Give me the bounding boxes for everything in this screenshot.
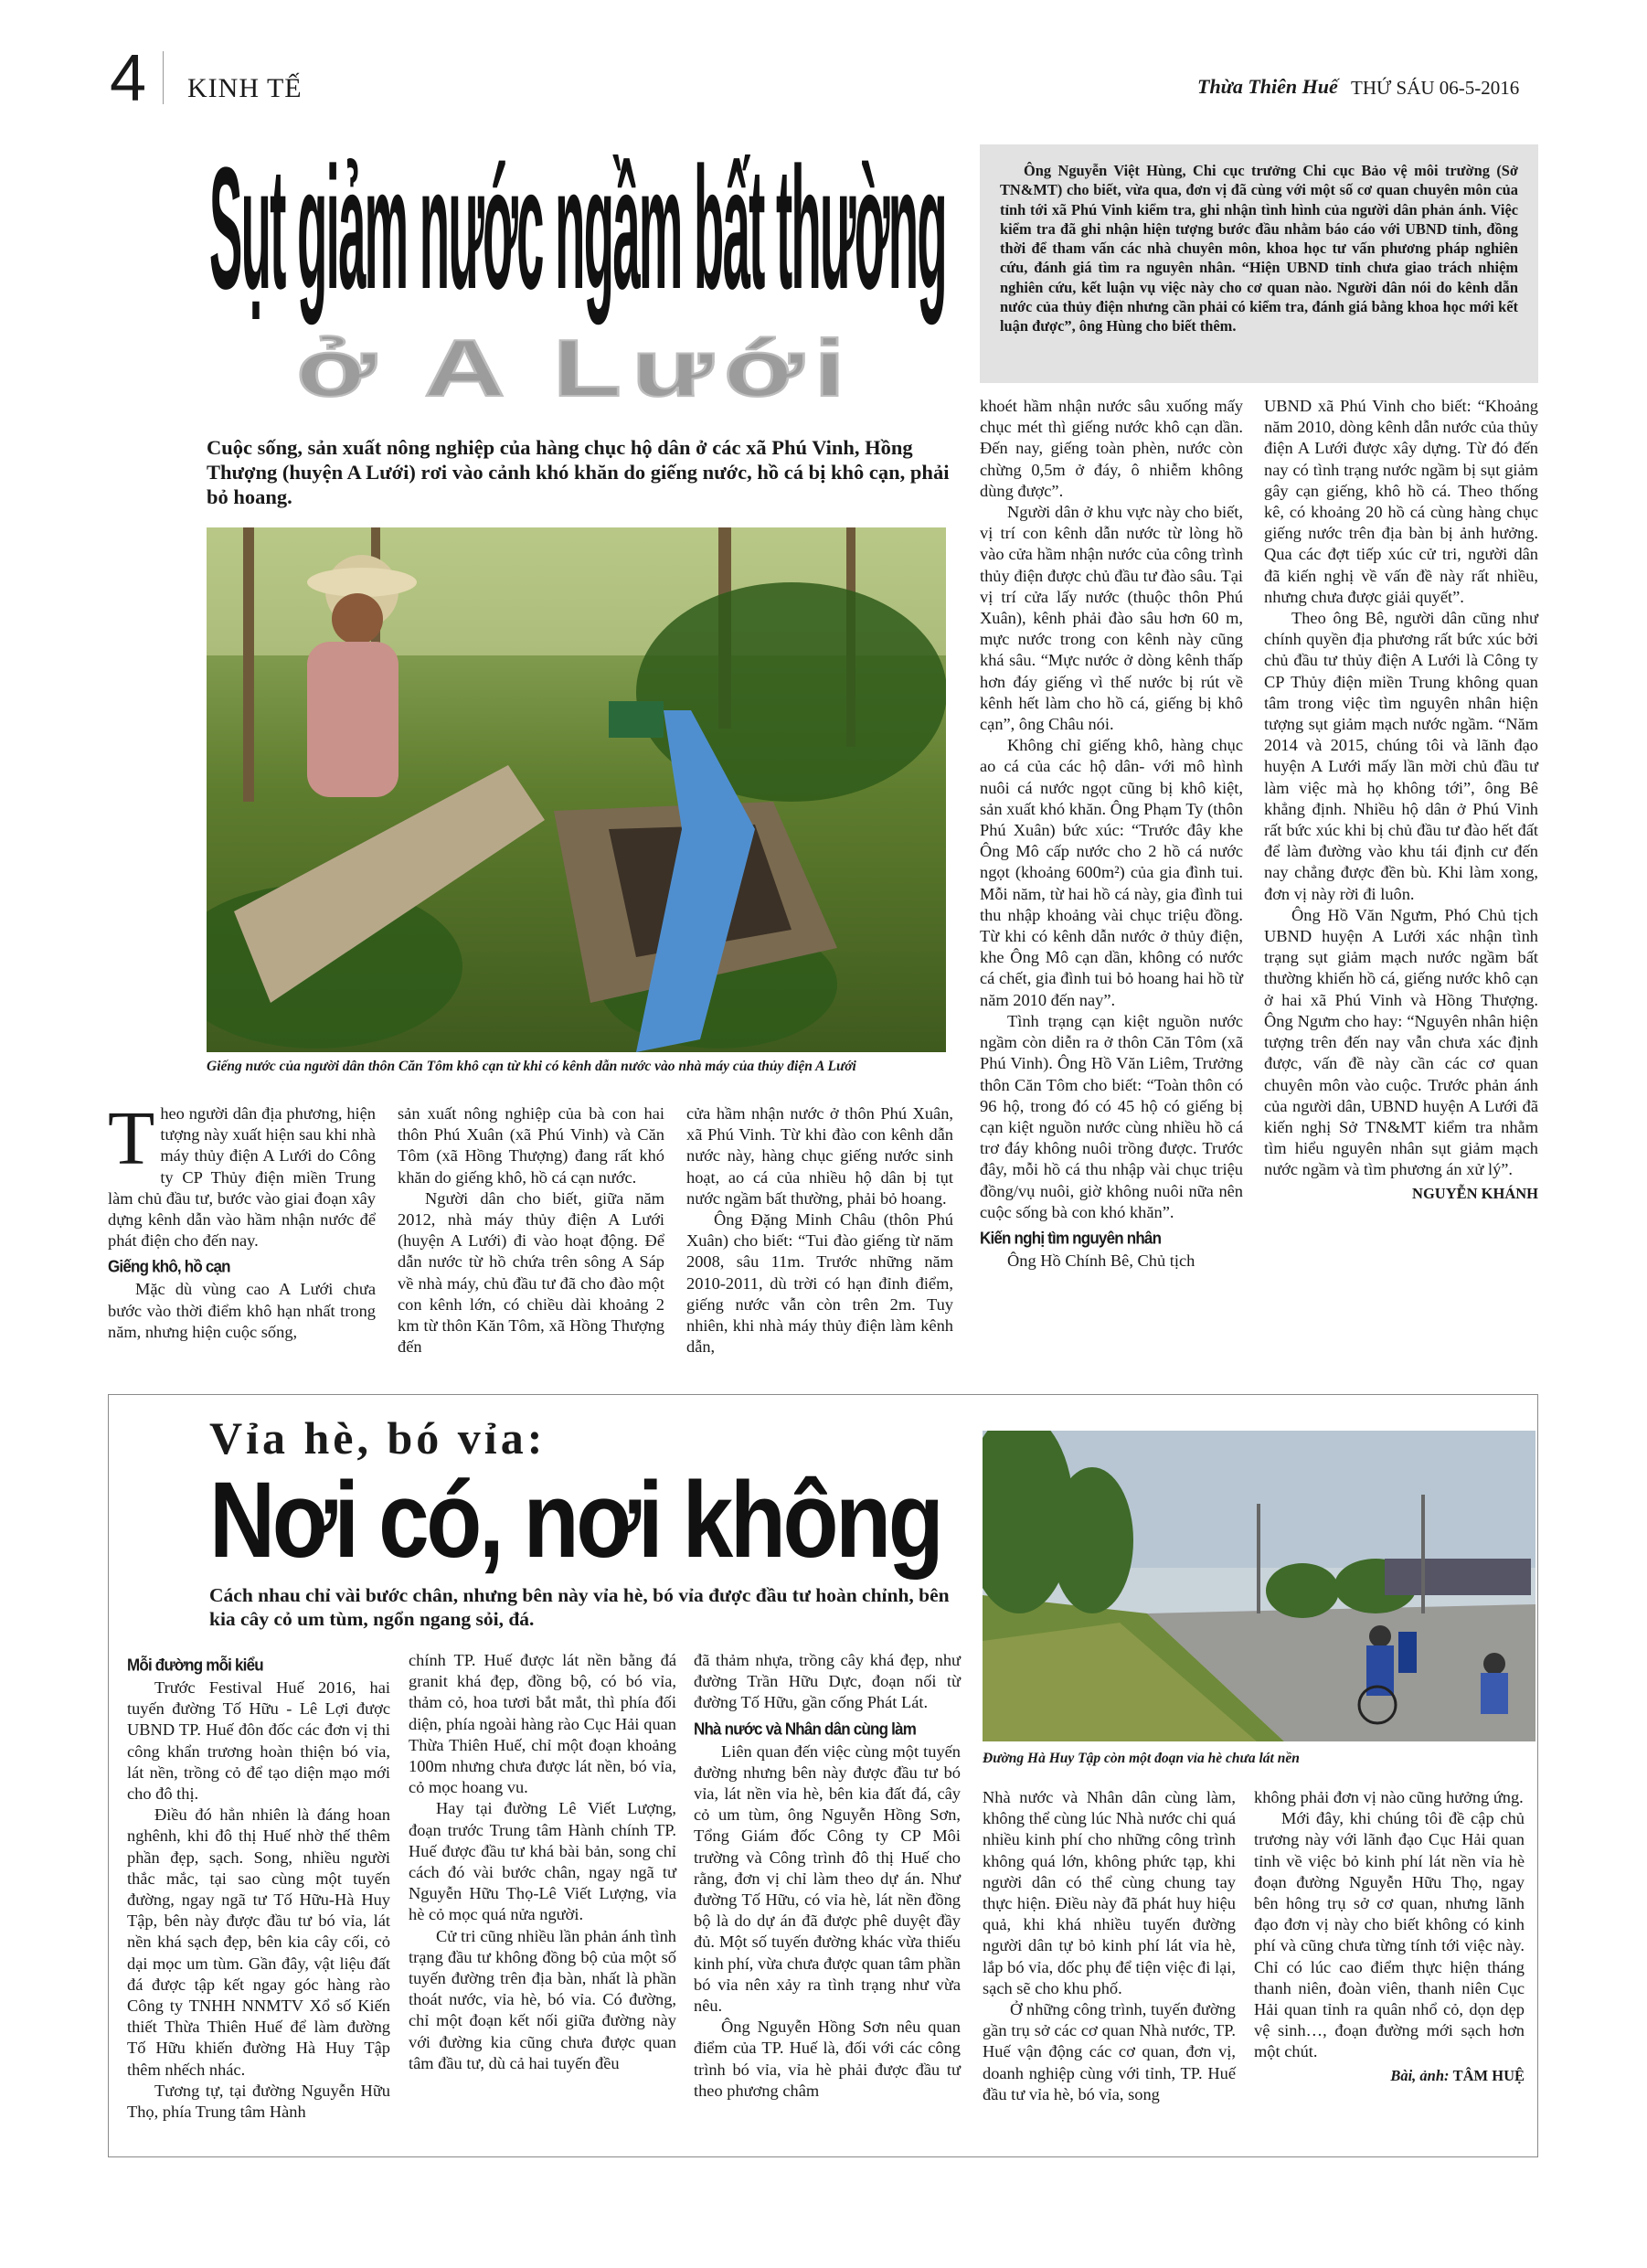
paragraph: Liên quan đến việc cùng một tuyến đường nhưng bên này được đầu tư bó vỉa, lát nền vỉa hè, bên kia đất đá, cây cỏ um tùm, ông Nguyễn Hồng Sơn, Tổng Giám đốc Công ty CP Môi trường và Công trình đô thị Huế cho rằng, đơn vị chỉ làm theo dự án. Như đường Tố Hữu, có vỉa hè, lát nền đồng bộ là do dự án đã được phê duyệt đầy đủ. Một số tuyến đường khác vừa thiếu kinh phí, vừa chưa được quan tâm phần bó vỉa nên xảy ra tình trạng như vừa nêu. xyxy=(694,1741,961,2016)
article2-photo-caption: Đường Hà Huy Tập còn một đoạn vỉa hè chưa lát nền xyxy=(983,1751,1300,1766)
article2-column-5 xyxy=(1254,1787,1525,2086)
paragraph: Ông Hồ Chính Bê, Chủ tịch xyxy=(1007,1251,1195,1270)
article2-column-2 xyxy=(409,1650,676,2074)
paragraph: UBND xã Phú Vinh cho biết: “Khoảng năm 2010, dòng kênh dẫn nước của thủy điện A Lưới được xây dựng. Từ đó đến nay có tình trạng nước ngầm bị sụt giảm gây cạn giếng, khô hồ cá. Theo thống kê, có khoảng 20 hồ cá cùng hàng chục giếng nước trên địa bàn bị ảnh hưởng. Qua các đợt tiếp xúc cử tri, người dân đã kiến nghị về vấn đề này rất nhiều, nhưng chưa được giải quyết”. xyxy=(1264,397,1538,606)
subheading: Mỗi đường mỗi kiểu xyxy=(127,1656,263,1675)
header-divider xyxy=(163,51,164,104)
paragraph: Người dân ở khu vực này cho biết, vị trí con kênh dẫn nước từ lòng hồ vào cửa hầm nhận nước của công trình thủy điện được chủ đầu tư đào sâu. Tại vị trí cửa lấy nước (thuộc thôn Phú Xuân), kênh phải đào sâu hơn 60 m, mực nước trong con kênh này cũng khá sâu. “Mực nước ở dòng kênh thấp hơn đáy giếng vì thế nước bị rút về kênh hết làm cho hồ cá, giếng bị khô cạn”, ông Châu nói. xyxy=(980,503,1243,734)
byline-name: TÂM HUỆ xyxy=(1452,2066,1525,2084)
article1-headline-line2 xyxy=(296,323,855,413)
article1-headline xyxy=(209,132,946,325)
article2-headline xyxy=(209,1460,941,1581)
paragraph: khoét hầm nhận nước sâu xuống mấy chục mét thì giếng nước khô cạn dần. Đến nay, giếng toàn phèn, nước còn chừng 0,5m ở đáy, ô nhiễm không dùng được”. xyxy=(980,397,1243,500)
article2-column-3 xyxy=(694,1650,961,2102)
paragraph: Ông Nguyễn Hồng Sơn nêu quan điểm của TP. Huế là, đối với các công trình bó vỉa, vỉa hè phải được đầu tư theo phương châm xyxy=(694,2018,961,2100)
paragraph: Không chỉ giếng khô, hàng chục ao cá của các hộ dân- với mô hình nuôi cá nước ngọt cũng bị khô kiệt, sản xuất khó khăn. Ông Phạm Ty (thôn Phú Xuân) bức xúc: “Trước đây khe Ông Mô cấp nước cho 2 hồ cá nước ngọt (khoảng 600m²) của gia đình tui. Mỗi năm, từ hai hồ cá này, gia đình tui thu nhập khoảng vài chục triệu đồng. Từ khi có kênh dẫn nước ở thủy điện, khe Ông Mô cạn dần, không có nước cá chết, gia đình tui bỏ hoang hai hồ từ năm 2010 đến nay”. xyxy=(980,736,1243,1009)
paragraph: đã thảm nhựa, trồng cây khá đẹp, như đường Trần Hữu Dực, đoạn nối từ đường Tố Hữu, gần cống Phát Lát. xyxy=(694,1651,961,1712)
article1-column-1 xyxy=(108,1096,376,1343)
paragraph: chính TP. Huế được lát nền bằng đá granit khá đẹp, đồng bộ, có bó vỉa, thảm cỏ, hoa tươi bắt mắt, thì phía đối diện, phía ngoài hàng rào Cục Hải quan Thừa Thiên Huế, chỉ một đoạn khoảng 100m nhưng chưa được lát nền, bó vỉa, cỏ mọc hoang vu. xyxy=(409,1651,676,1797)
article2-kicker: Vỉa hè, bó vỉa: xyxy=(209,1412,547,1464)
author-byline xyxy=(1254,2065,1525,2086)
subheading: Kiến nghị tìm nguyên nhân xyxy=(980,1228,1162,1248)
newspaper-name: Thừa Thiên Huế xyxy=(1197,75,1338,98)
paragraph: Mặc dù vùng cao A Lưới chưa bước vào thời điểm khô hạn nhất trong năm, nhưng hiện cuộc sống, xyxy=(108,1280,376,1341)
headline-text: Nơi có, nơi không xyxy=(209,1460,941,1581)
article2-column-4 xyxy=(983,1787,1236,2105)
article1-photo-caption: Giếng nước của người dân thôn Căn Tôm khô cạn từ khi có kênh dẫn nước vào nhà máy của thủy điện A Lưới xyxy=(207,1059,856,1074)
byline-prefix: Bài, ảnh: xyxy=(1390,2066,1453,2084)
paragraph: Trước Festival Huế 2016, hai tuyến đường Tố Hữu - Lê Lợi được UBND TP. Huế đôn đốc các đơn vị thi công khẩn trương hoàn thiện bó vỉa, lát nền, trồng cỏ để tạo diện mạo mới cho đô thị. xyxy=(127,1678,390,1804)
paragraph: Ở những công trình, tuyến đường gần trụ sở các cơ quan Nhà nước, TP. Huế vận động các cơ quan, đơn vị, doanh nghiệp cùng với tỉnh, TP. Huế đầu tư vỉa hè, bó vỉa, song xyxy=(983,2000,1236,2103)
paragraph: Nhà nước và Nhân dân cùng làm, không thể cùng lúc Nhà nước chi quá nhiều kinh phí cho những công trình không quá lớn, không phức tạp, khi người dân có thể cùng chung tay thực hiện. Điều này đã phát huy hiệu quả, khi khá nhiều tuyến đường người dân tự bỏ kinh phí lát vỉa hè, lắp bó vỉa, dốc phụ để tiện việc đi lại, sạch sẽ cho khu phố. xyxy=(983,1788,1236,1997)
issue-date: THỨ SÁU 06-5-2016 xyxy=(1351,77,1520,99)
paragraph: Ông Hồ Văn Ngưm, Phó Chủ tịch UBND huyện A Lưới xác nhận tình trạng sụt giảm mạch nước ngầm bất thường khiến hồ cá, giếng nước khô cạn ở hai xã Phú Vinh và Hồng Thượng. Ông Ngưm cho hay: “Nguyên nhân hiện tượng trên đến nay vẫn chưa xác định được, vấn đề này cần các cơ quan chuyên môn vào cuộc. Trước phản ánh của người dân, UBND huyện A Lưới đã kiến nghị Sở TN&MT kiểm tra nhằm tìm hiểu nguyên nhân sụt giảm mạch nước ngầm và tìm phương án xử lý”. xyxy=(1264,905,1538,1179)
paragraph: cửa hầm nhận nước ở thôn Phú Xuân, xã Phú Vinh. Từ khi đào con kênh dẫn nước này, hàng chục giếng nước sinh hoạt, ao cá của nhiều hộ dân bị tụt nước ngầm bất thường, phải bỏ hoang. xyxy=(686,1104,953,1208)
paragraph: không phải đơn vị nào cũng hưởng ứng. xyxy=(1254,1788,1524,1806)
article1-column-2 xyxy=(398,1103,664,1358)
article2-column-1 xyxy=(127,1650,390,2123)
sidebar-text: Ông Nguyễn Việt Hùng, Chi cục trưởng Chi cục Bảo vệ môi trường (Sở TN&MT) cho biết, vừa qua, đơn vị đã cùng với một số cơ quan chuyên môn của tỉnh tới xã Phú Vinh kiểm tra, ghi nhận tình hình của người dân phản ánh. Việc kiểm tra đã ghi nhận hiện tượng bước đầu nhằm báo cáo với UBND tỉnh, đồng thời để tham vấn các nhà chuyên môn, khoa học tư vấn phương pháp nghiên cứu, đánh giá tìm ra nguyên nhân. “Hiện UBND tỉnh chưa giao trách nhiệm nghiên cứu, kết luận vụ việc này cho cơ quan nào. Người dân nói do kênh dẫn nước của thủy điện nhưng cần phải có kiểm tra, đánh giá bằng khoa học mới kết luận được”, ông Hùng cho biết thêm. xyxy=(1000,162,1518,335)
headline-line2-text: ở A Lưới xyxy=(296,323,855,413)
subheading: Giếng khô, hồ cạn xyxy=(108,1257,230,1277)
well-photo-image xyxy=(207,527,946,1052)
paragraph: Mới đây, khi chúng tôi đề cập chủ trương này với lãnh đạo Cục Hải quan tỉnh về việc bỏ kinh phí lát nền vỉa hè đoạn đường Nguyễn Hữu Thọ, ngay bên hông trụ sở cơ quan, nhưng lãnh đạo đơn vị này cho biết không có kinh phí và cũng chưa từng tính tới việc này. Chỉ có lúc cao điểm thực hiện tháng thanh niên, đoàn viên, thanh niên Cục Hải quan tỉnh ra quân nhổ cỏ, dọn dẹp vệ sinh…, đoạn đường mới sạch hơn một chút. xyxy=(1254,1809,1525,2061)
street-photo-image xyxy=(983,1431,1535,1741)
drop-cap: T xyxy=(108,1096,155,1181)
paragraph: Theo ông Bê, người dân cũng như chính quyền địa phương rất bức xúc bởi chủ đầu tư thủy điện A Lưới là Công ty CP Thủy điện miền Trung không quan tâm trong việc tìm nguyên nhân hiện tượng sụt giảm mạch nước ngầm. “Năm 2014 và 2015, chúng tôi và lãnh đạo huyện A Lưới mấy lần mời chủ đầu tư làm việc mà họ không tới”, ông Bê khẳng định. Nhiều hộ dân ở Phú Vinh rất bức xúc khi bị chủ đầu tư đào hết đất để làm đường vào khu tái định cư đến nay chẳng được đền bù. Khi làm xong, đơn vị này rời đi luôn. xyxy=(1264,609,1538,903)
paragraph: Tương tự, tại đường Nguyễn Hữu Thọ, phía Trung tâm Hành xyxy=(127,2081,390,2122)
article1-column-5 xyxy=(1264,396,1538,1204)
page-number: 4 xyxy=(110,42,147,115)
article1-photo xyxy=(207,527,946,1052)
article2-lede: Cách nhau chỉ vài bước chân, nhưng bên này vỉa hè, bó vỉa được đầu tư hoàn chỉnh, bên kia cây cỏ um tùm, ngổn ngang sỏi, đá. xyxy=(209,1584,950,1630)
paragraph: Ông Đặng Minh Châu (thôn Phú Xuân) cho biết: “Tui đào giếng từ năm 2008, sâu 11m. Trước những năm 2010-2011, dù trời có hạn đỉnh điểm, giếng nước vẫn còn trên 2m. Tuy nhiên, khi nhà máy thủy điện làm kênh dẫn, xyxy=(686,1210,953,1357)
author-byline: NGUYỄN KHÁNH xyxy=(1412,1184,1538,1202)
paragraph: Tình trạng cạn kiệt nguồn nước ngầm còn diễn ra ở thôn Căn Tôm (xã Phú Vinh). Ông Hồ Văn Liêm, Trưởng thôn Căn Tôm cho biết: “Toàn thôn có 96 hộ, trong đó có 45 hộ có giếng bị cạn kiệt nguồn nước cùng nhiều hồ cá trơ đáy không nuôi trồng được. Trước đây, mỗi hồ cá thu nhập vài chục triệu đồng/vụ nuôi, giờ không nuôi nữa nên cuộc sống bà con khó khăn”. xyxy=(980,1011,1243,1221)
article1-lede: Cuộc sống, sản xuất nông nghiệp của hàng chục hộ dân ở các xã Phú Vinh, Hồng Thượng (huyện A Lưới) rơi vào cảnh khó khăn do giếng nước, hồ cá bị khô cạn, phải bỏ hoang. xyxy=(207,436,950,508)
headline-text: Sụt giảm nước ngầm bất thường xyxy=(209,132,946,325)
article1-sidebar-box xyxy=(980,144,1538,383)
paragraph: Điều đó hẳn nhiên là đáng hoan nghênh, khi đô thị Huế nhờ thế thêm phần đẹp, sạch. Song, nhiều người thắc mắc, tại sao cùng một tuyến đường, ngay ngã tư Tố Hữu-Hà Huy Tập, bên này được đầu tư bó vỉa, lát nền khá sạch đẹp, bên kia cây cối, cỏ dại mọc um tùm. Gần đây, vật liệu đất đá được tập kết ngay góc hàng rào Công ty TNHH NNMTV Xổ số Kiến thiết Thừa Thiên Huế để làm đường Tố Hữu khiến đường Hà Huy Tập thêm nhếch nhác. xyxy=(127,1805,390,2079)
paragraph: Cử tri cũng nhiều lần phản ánh tình trạng đầu tư không đồng bộ của một số tuyến đường trên địa bàn, nhất là phần thoát nước, vỉa hè, bó vỉa. Có đường, chỉ một đoạn kết nối giữa đường này với đường kia cũng chưa được quan tâm đầu tư, dù cả hai tuyến đều xyxy=(409,1926,676,2072)
paragraph: Hay tại đường Lê Viết Lượng, đoạn trước Trung tâm Hành chính TP. Huế được đầu tư khá bài bản, song chỉ cách đó vài bước chân, ngay ngã tư Nguyễn Hữu Thọ-Lê Viết Lượng, vỉa hè cỏ mọc quá nửa người. xyxy=(409,1799,676,1924)
article1-column-3 xyxy=(686,1103,953,1358)
paragraph: Người dân cho biết, giữa năm 2012, nhà máy thủy điện A Lưới (huyện A Lưới) đi vào hoạt động. Để dẫn nước từ hồ chứa trên sông A Sáp về nhà máy, chủ đầu tư đã cho đào một con kênh lớn, có chiều dài khoảng 2 km từ thôn Kăn Tôm, xã Hồng Thượng đến xyxy=(398,1188,664,1357)
subheading: Nhà nước và Nhân dân cùng làm xyxy=(694,1719,917,1739)
article2-photo xyxy=(983,1431,1535,1741)
article1-column-4 xyxy=(980,396,1243,1272)
paragraph: heo người dân địa phương, hiện tượng này xuất hiện sau khi nhà máy thủy điện A Lưới do Công ty CP Thủy điện miền Trung làm chủ đầu tư, bước vào giai đoạn xây dựng kênh dẫn vào hầm nhận nước để phát điện cho đến nay. xyxy=(108,1104,376,1251)
section-name: KINH TẾ xyxy=(187,73,303,103)
paragraph: sản xuất nông nghiệp của bà con hai thôn Phú Xuân (xã Phú Vinh) và Căn Tôm (xã Hồng Thượng) đang rất khó khăn do giếng khô, hồ cá cạn nước. xyxy=(398,1104,664,1187)
